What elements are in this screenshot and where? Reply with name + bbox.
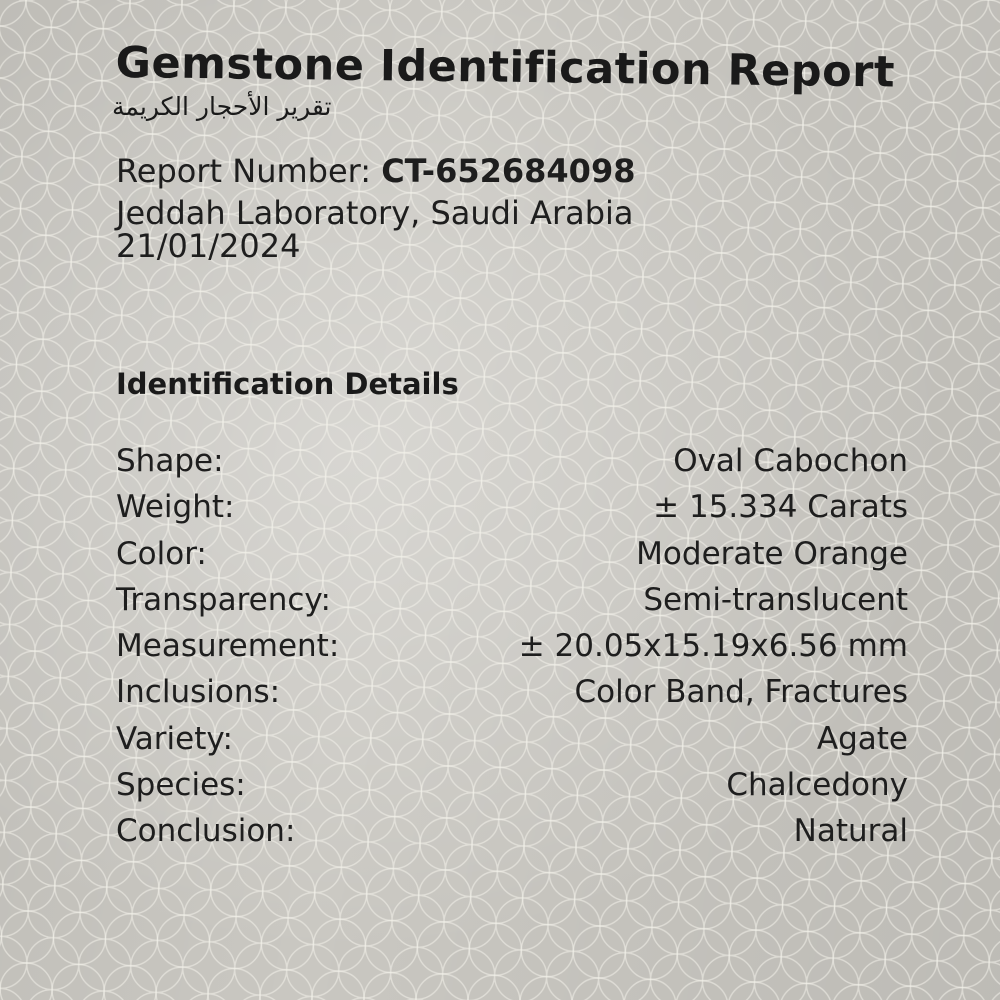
detail-label: Weight: — [116, 489, 235, 526]
report-number-value: CT-652684098 — [381, 152, 636, 190]
detail-value: ± 20.05x15.19x6.56 mm — [518, 628, 908, 665]
detail-label: Transparency: — [116, 581, 331, 618]
detail-label: Conclusion: — [116, 813, 296, 850]
detail-label: Species: — [116, 767, 246, 804]
report-title-arabic: تقرير الأحجار الكريمة — [112, 92, 332, 121]
detail-label: Measurement: — [116, 628, 340, 665]
detail-value: Natural — [793, 813, 908, 850]
detail-value: Semi-translucent — [643, 581, 908, 618]
detail-label: Variety: — [116, 720, 233, 757]
detail-row-species — [116, 767, 908, 813]
detail-row-shape — [116, 443, 908, 489]
detail-row-transparency — [116, 582, 908, 628]
detail-row-conclusion — [116, 813, 908, 859]
detail-value: Moderate Orange — [636, 535, 908, 572]
identification-details-list — [116, 443, 908, 860]
report-title: Gemstone Identification Report — [115, 38, 896, 98]
detail-row-variety — [116, 721, 908, 767]
report-number-label: Report Number: — [116, 152, 382, 190]
report-date: 21/01/2024 — [116, 227, 301, 265]
detail-label: Color: — [116, 535, 207, 572]
detail-label: Inclusions: — [116, 674, 281, 711]
report-number-line — [116, 152, 636, 190]
detail-label: Shape: — [116, 443, 224, 479]
identification-details-heading: Identification Details — [116, 367, 459, 401]
detail-value: Chalcedony — [726, 767, 908, 804]
detail-value: ± 15.334 Carats — [653, 489, 908, 526]
detail-value: Oval Cabochon — [673, 443, 908, 479]
detail-row-color — [116, 536, 908, 582]
detail-row-inclusions — [116, 674, 908, 720]
detail-value: Color Band, Fractures — [574, 674, 908, 711]
detail-row-weight — [116, 489, 908, 535]
detail-value: Agate — [816, 720, 908, 757]
laboratory-location: Jeddah Laboratory, Saudi Arabia — [116, 194, 634, 232]
detail-row-measurement — [116, 628, 908, 674]
